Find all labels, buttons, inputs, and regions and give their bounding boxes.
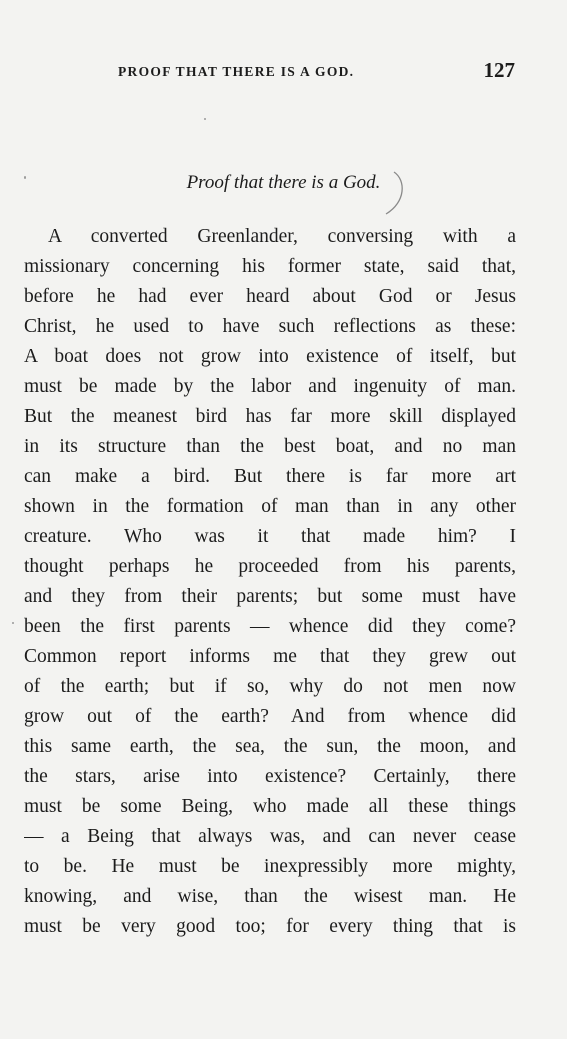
bracket-mark [380,168,414,220]
text-line: Christ, he used to have such reflections as these: [24,316,516,337]
text-line: and they from their parents; but some must have [24,586,516,607]
text-line: can make a bird. But there is far more art [24,466,516,487]
paper-speck [24,176,26,179]
text-line: must be some Being, who made all these things [24,796,516,817]
text-line: in its structure than the best boat, and no man [24,436,516,457]
text-line: shown in the formation of man than in any other [24,496,516,517]
text-line: before he had ever heard about God or Jesus [24,286,516,307]
text-line: creature. Who was it that made him? I [24,526,516,547]
page-number: 127 [483,58,515,82]
text-line: must be very good too; for every thing that is [24,916,516,937]
text-line: Common report informs me that they grew out [24,646,516,667]
text-line: of the earth; but if so, why do not men now [24,676,516,697]
text-line: But the meanest bird has far more skill displayed [24,406,516,427]
text-line: knowing, and wise, than the wisest man. He [24,886,516,907]
text-line: grow out of the earth? And from whence did [24,706,516,727]
text-line: thought perhaps he proceeded from his parents, [24,556,516,577]
section-title: Proof that there is a God. [186,172,381,193]
text-line: this same earth, the sea, the sun, the moon, and [24,736,516,757]
body-text [24,222,516,942]
text-line: missionary concerning his former state, said that, [24,256,516,277]
text-line: A boat does not grow into existence of itself, but [24,346,516,367]
text-line: to be. He must be inexpressibly more mighty, [24,856,516,877]
text-line: must be made by the labor and ingenuity of man. [24,376,516,397]
text-line: A converted Greenlander, conversing with a [48,226,516,247]
running-head [118,58,518,86]
text-line: — a Being that always was, and can never cease [24,826,516,847]
running-title: PROOF THAT THERE IS A GOD. [118,64,355,79]
text-line: the stars, arise into existence? Certainly, there [24,766,516,787]
paper-speck [12,622,14,624]
text-line: been the first parents — whence did they come? [24,616,516,637]
paper-speck [204,118,206,120]
